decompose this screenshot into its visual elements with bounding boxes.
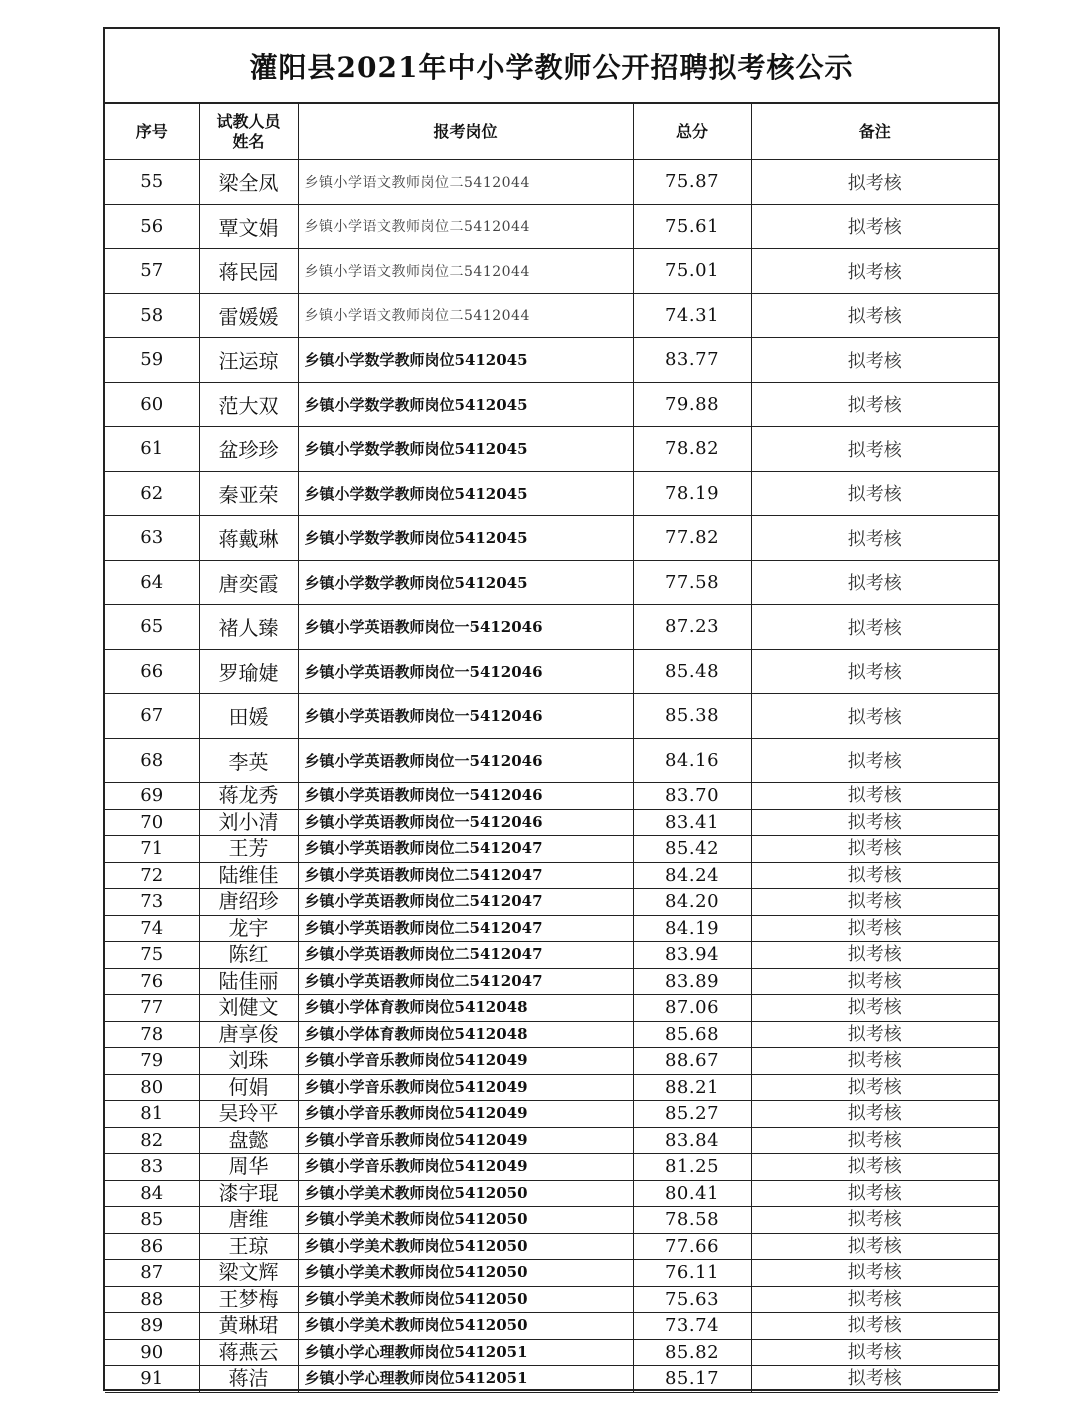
row-post: 乡镇小学美术教师岗位5412050 xyxy=(298,1180,633,1207)
table-row xyxy=(105,942,998,969)
row-score: 88.21 xyxy=(633,1074,751,1101)
table-row xyxy=(105,293,998,338)
row-name: 秦亚荣 xyxy=(199,471,298,516)
table-row xyxy=(105,1021,998,1048)
row-index: 77 xyxy=(105,995,199,1022)
row-index: 86 xyxy=(105,1233,199,1260)
row-score: 75.61 xyxy=(633,204,751,249)
row-score: 79.88 xyxy=(633,382,751,427)
row-note: 拟考核 xyxy=(751,783,998,810)
row-name: 盘懿 xyxy=(199,1127,298,1154)
row-post: 乡镇小学英语教师岗位一5412046 xyxy=(298,783,633,810)
table-row xyxy=(105,471,998,516)
row-index: 90 xyxy=(105,1339,199,1366)
row-index: 73 xyxy=(105,889,199,916)
row-name: 陆维佳 xyxy=(199,862,298,889)
row-index: 69 xyxy=(105,783,199,810)
row-index: 68 xyxy=(105,738,199,783)
row-post: 乡镇小学心理教师岗位5412051 xyxy=(298,1339,633,1366)
table-row xyxy=(105,249,998,294)
row-post: 乡镇小学体育教师岗位5412048 xyxy=(298,1021,633,1048)
table-header-row xyxy=(105,104,998,160)
row-name: 蒋戴琳 xyxy=(199,516,298,561)
header-post: 报考岗位 xyxy=(298,104,633,160)
row-post: 乡镇小学心理教师岗位5412051 xyxy=(298,1366,633,1393)
table-row xyxy=(105,649,998,694)
row-post: 乡镇小学英语教师岗位二5412047 xyxy=(298,968,633,995)
table-row xyxy=(105,516,998,561)
row-post: 乡镇小学数学教师岗位5412045 xyxy=(298,338,633,383)
row-note: 拟考核 xyxy=(751,1366,998,1393)
row-index: 84 xyxy=(105,1180,199,1207)
notice-sheet xyxy=(103,27,1000,1391)
row-post: 乡镇小学英语教师岗位一5412046 xyxy=(298,649,633,694)
row-score: 83.84 xyxy=(633,1127,751,1154)
row-index: 57 xyxy=(105,249,199,294)
row-note: 拟考核 xyxy=(751,738,998,783)
row-name: 唐奕霞 xyxy=(199,560,298,605)
row-name: 刘珠 xyxy=(199,1048,298,1075)
row-score: 83.77 xyxy=(633,338,751,383)
row-name: 汪运琼 xyxy=(199,338,298,383)
table-row xyxy=(105,1207,998,1234)
row-name: 刘健文 xyxy=(199,995,298,1022)
row-name: 雷媛媛 xyxy=(199,293,298,338)
row-index: 60 xyxy=(105,382,199,427)
row-post: 乡镇小学数学教师岗位5412045 xyxy=(298,471,633,516)
row-name: 龙宇 xyxy=(199,915,298,942)
row-note: 拟考核 xyxy=(751,995,998,1022)
row-name: 梁文辉 xyxy=(199,1260,298,1287)
row-score: 85.38 xyxy=(633,694,751,739)
row-index: 71 xyxy=(105,836,199,863)
row-index: 88 xyxy=(105,1286,199,1313)
row-index: 75 xyxy=(105,942,199,969)
table-row xyxy=(105,1313,998,1340)
row-name: 盆珍珍 xyxy=(199,427,298,472)
row-name: 褚人臻 xyxy=(199,605,298,650)
row-note: 拟考核 xyxy=(751,160,998,205)
row-note: 拟考核 xyxy=(751,605,998,650)
table-row xyxy=(105,1233,998,1260)
row-index: 72 xyxy=(105,862,199,889)
row-note: 拟考核 xyxy=(751,1154,998,1181)
table-body xyxy=(105,160,998,1393)
row-score: 83.70 xyxy=(633,783,751,810)
row-score: 75.63 xyxy=(633,1286,751,1313)
row-name: 王芳 xyxy=(199,836,298,863)
row-note: 拟考核 xyxy=(751,204,998,249)
row-index: 74 xyxy=(105,915,199,942)
row-index: 89 xyxy=(105,1313,199,1340)
row-post: 乡镇小学体育教师岗位5412048 xyxy=(298,995,633,1022)
row-score: 81.25 xyxy=(633,1154,751,1181)
row-name: 罗瑜婕 xyxy=(199,649,298,694)
header-name xyxy=(199,104,298,160)
row-post: 乡镇小学语文教师岗位二5412044 xyxy=(298,293,633,338)
row-score: 74.31 xyxy=(633,293,751,338)
table-row xyxy=(105,1101,998,1128)
row-post: 乡镇小学数学教师岗位5412045 xyxy=(298,516,633,561)
row-index: 91 xyxy=(105,1366,199,1393)
row-post: 乡镇小学美术教师岗位5412050 xyxy=(298,1260,633,1287)
row-note: 拟考核 xyxy=(751,1260,998,1287)
row-score: 77.58 xyxy=(633,560,751,605)
table-row xyxy=(105,694,998,739)
row-score: 83.89 xyxy=(633,968,751,995)
row-score: 85.82 xyxy=(633,1339,751,1366)
table-row xyxy=(105,338,998,383)
row-score: 75.87 xyxy=(633,160,751,205)
row-note: 拟考核 xyxy=(751,862,998,889)
row-name: 唐绍珍 xyxy=(199,889,298,916)
row-note: 拟考核 xyxy=(751,560,998,605)
row-note: 拟考核 xyxy=(751,249,998,294)
row-post: 乡镇小学音乐教师岗位5412049 xyxy=(298,1127,633,1154)
row-note: 拟考核 xyxy=(751,915,998,942)
table-row xyxy=(105,889,998,916)
table-row xyxy=(105,1260,998,1287)
header-name-line2: 姓名 xyxy=(232,131,265,151)
table-row xyxy=(105,1074,998,1101)
row-name: 李英 xyxy=(199,738,298,783)
row-name: 何娟 xyxy=(199,1074,298,1101)
row-post: 乡镇小学美术教师岗位5412050 xyxy=(298,1313,633,1340)
row-name: 蒋民园 xyxy=(199,249,298,294)
row-index: 55 xyxy=(105,160,199,205)
row-post: 乡镇小学数学教师岗位5412045 xyxy=(298,560,633,605)
row-note: 拟考核 xyxy=(751,293,998,338)
table-row xyxy=(105,1048,998,1075)
row-index: 62 xyxy=(105,471,199,516)
row-score: 80.41 xyxy=(633,1180,751,1207)
row-score: 85.42 xyxy=(633,836,751,863)
row-post: 乡镇小学音乐教师岗位5412049 xyxy=(298,1048,633,1075)
table-row xyxy=(105,1127,998,1154)
row-post: 乡镇小学美术教师岗位5412050 xyxy=(298,1286,633,1313)
row-post: 乡镇小学数学教师岗位5412045 xyxy=(298,427,633,472)
row-note: 拟考核 xyxy=(751,809,998,836)
row-name: 覃文娟 xyxy=(199,204,298,249)
row-note: 拟考核 xyxy=(751,649,998,694)
row-name: 漆宇琨 xyxy=(199,1180,298,1207)
row-name: 黄琳珺 xyxy=(199,1313,298,1340)
table-row xyxy=(105,1180,998,1207)
table-row xyxy=(105,995,998,1022)
row-note: 拟考核 xyxy=(751,1286,998,1313)
row-name: 梁全凤 xyxy=(199,160,298,205)
row-score: 73.74 xyxy=(633,1313,751,1340)
row-name: 蒋燕云 xyxy=(199,1339,298,1366)
row-score: 85.48 xyxy=(633,649,751,694)
row-note: 拟考核 xyxy=(751,1313,998,1340)
row-score: 84.20 xyxy=(633,889,751,916)
header-name-line1: 试教人员 xyxy=(216,111,281,131)
table-row xyxy=(105,204,998,249)
row-index: 76 xyxy=(105,968,199,995)
row-score: 87.06 xyxy=(633,995,751,1022)
row-note: 拟考核 xyxy=(751,694,998,739)
row-note: 拟考核 xyxy=(751,836,998,863)
row-note: 拟考核 xyxy=(751,516,998,561)
table-row xyxy=(105,738,998,783)
header-score: 总分 xyxy=(633,104,751,160)
row-note: 拟考核 xyxy=(751,1101,998,1128)
row-post: 乡镇小学英语教师岗位二5412047 xyxy=(298,942,633,969)
row-index: 85 xyxy=(105,1207,199,1234)
row-index: 67 xyxy=(105,694,199,739)
candidates-table xyxy=(105,104,998,1393)
row-score: 87.23 xyxy=(633,605,751,650)
row-name: 范大双 xyxy=(199,382,298,427)
row-index: 82 xyxy=(105,1127,199,1154)
table-row xyxy=(105,560,998,605)
row-index: 65 xyxy=(105,605,199,650)
row-index: 58 xyxy=(105,293,199,338)
row-score: 85.17 xyxy=(633,1366,751,1393)
row-name: 唐维 xyxy=(199,1207,298,1234)
row-score: 77.66 xyxy=(633,1233,751,1260)
row-name: 田媛 xyxy=(199,694,298,739)
row-index: 63 xyxy=(105,516,199,561)
row-score: 76.11 xyxy=(633,1260,751,1287)
row-post: 乡镇小学英语教师岗位一5412046 xyxy=(298,809,633,836)
row-post: 乡镇小学语文教师岗位二5412044 xyxy=(298,204,633,249)
row-post: 乡镇小学音乐教师岗位5412049 xyxy=(298,1101,633,1128)
row-name: 蒋龙秀 xyxy=(199,783,298,810)
table-row xyxy=(105,1366,998,1393)
header-index: 序号 xyxy=(105,104,199,160)
row-name: 陈红 xyxy=(199,942,298,969)
row-note: 拟考核 xyxy=(751,1127,998,1154)
row-score: 85.27 xyxy=(633,1101,751,1128)
row-note: 拟考核 xyxy=(751,968,998,995)
row-note: 拟考核 xyxy=(751,889,998,916)
row-name: 王琼 xyxy=(199,1233,298,1260)
table-row xyxy=(105,836,998,863)
row-note: 拟考核 xyxy=(751,942,998,969)
table-row xyxy=(105,783,998,810)
row-index: 61 xyxy=(105,427,199,472)
row-post: 乡镇小学音乐教师岗位5412049 xyxy=(298,1074,633,1101)
row-note: 拟考核 xyxy=(751,1339,998,1366)
row-score: 83.94 xyxy=(633,942,751,969)
row-index: 66 xyxy=(105,649,199,694)
row-score: 75.01 xyxy=(633,249,751,294)
row-name: 唐享俊 xyxy=(199,1021,298,1048)
row-index: 64 xyxy=(105,560,199,605)
row-score: 84.16 xyxy=(633,738,751,783)
row-index: 59 xyxy=(105,338,199,383)
row-post: 乡镇小学数学教师岗位5412045 xyxy=(298,382,633,427)
row-score: 88.67 xyxy=(633,1048,751,1075)
row-name: 吴玲平 xyxy=(199,1101,298,1128)
row-post: 乡镇小学英语教师岗位一5412046 xyxy=(298,694,633,739)
table-row xyxy=(105,968,998,995)
table-row xyxy=(105,809,998,836)
row-post: 乡镇小学英语教师岗位二5412047 xyxy=(298,836,633,863)
row-post: 乡镇小学语文教师岗位二5412044 xyxy=(298,160,633,205)
table-row xyxy=(105,1339,998,1366)
row-note: 拟考核 xyxy=(751,338,998,383)
table-row xyxy=(105,605,998,650)
row-post: 乡镇小学英语教师岗位一5412046 xyxy=(298,738,633,783)
row-note: 拟考核 xyxy=(751,471,998,516)
row-index: 70 xyxy=(105,809,199,836)
page-title: 灌阳县2021年中小学教师公开招聘拟考核公示 xyxy=(105,29,998,104)
row-score: 83.41 xyxy=(633,809,751,836)
row-score: 85.68 xyxy=(633,1021,751,1048)
row-note: 拟考核 xyxy=(751,427,998,472)
table-row xyxy=(105,862,998,889)
table-row xyxy=(105,382,998,427)
row-score: 78.58 xyxy=(633,1207,751,1234)
row-post: 乡镇小学英语教师岗位二5412047 xyxy=(298,862,633,889)
row-index: 83 xyxy=(105,1154,199,1181)
row-post: 乡镇小学美术教师岗位5412050 xyxy=(298,1207,633,1234)
row-post: 乡镇小学语文教师岗位二5412044 xyxy=(298,249,633,294)
row-index: 56 xyxy=(105,204,199,249)
row-index: 87 xyxy=(105,1260,199,1287)
table-row xyxy=(105,160,998,205)
row-index: 81 xyxy=(105,1101,199,1128)
table-row xyxy=(105,915,998,942)
header-note: 备注 xyxy=(751,104,998,160)
row-note: 拟考核 xyxy=(751,1180,998,1207)
row-index: 80 xyxy=(105,1074,199,1101)
row-name: 刘小清 xyxy=(199,809,298,836)
row-note: 拟考核 xyxy=(751,1207,998,1234)
row-name: 王梦梅 xyxy=(199,1286,298,1313)
table-row xyxy=(105,1286,998,1313)
table-row xyxy=(105,427,998,472)
row-post: 乡镇小学美术教师岗位5412050 xyxy=(298,1233,633,1260)
row-post: 乡镇小学音乐教师岗位5412049 xyxy=(298,1154,633,1181)
row-note: 拟考核 xyxy=(751,1074,998,1101)
row-index: 78 xyxy=(105,1021,199,1048)
row-score: 78.82 xyxy=(633,427,751,472)
row-index: 79 xyxy=(105,1048,199,1075)
row-note: 拟考核 xyxy=(751,1233,998,1260)
row-name: 陆佳丽 xyxy=(199,968,298,995)
row-post: 乡镇小学英语教师岗位一5412046 xyxy=(298,605,633,650)
row-post: 乡镇小学英语教师岗位二5412047 xyxy=(298,915,633,942)
row-name: 蒋洁 xyxy=(199,1366,298,1393)
row-score: 78.19 xyxy=(633,471,751,516)
row-score: 84.19 xyxy=(633,915,751,942)
row-score: 77.82 xyxy=(633,516,751,561)
row-score: 84.24 xyxy=(633,862,751,889)
table-row xyxy=(105,1154,998,1181)
row-note: 拟考核 xyxy=(751,382,998,427)
row-post: 乡镇小学英语教师岗位二5412047 xyxy=(298,889,633,916)
row-note: 拟考核 xyxy=(751,1048,998,1075)
row-name: 周华 xyxy=(199,1154,298,1181)
row-note: 拟考核 xyxy=(751,1021,998,1048)
